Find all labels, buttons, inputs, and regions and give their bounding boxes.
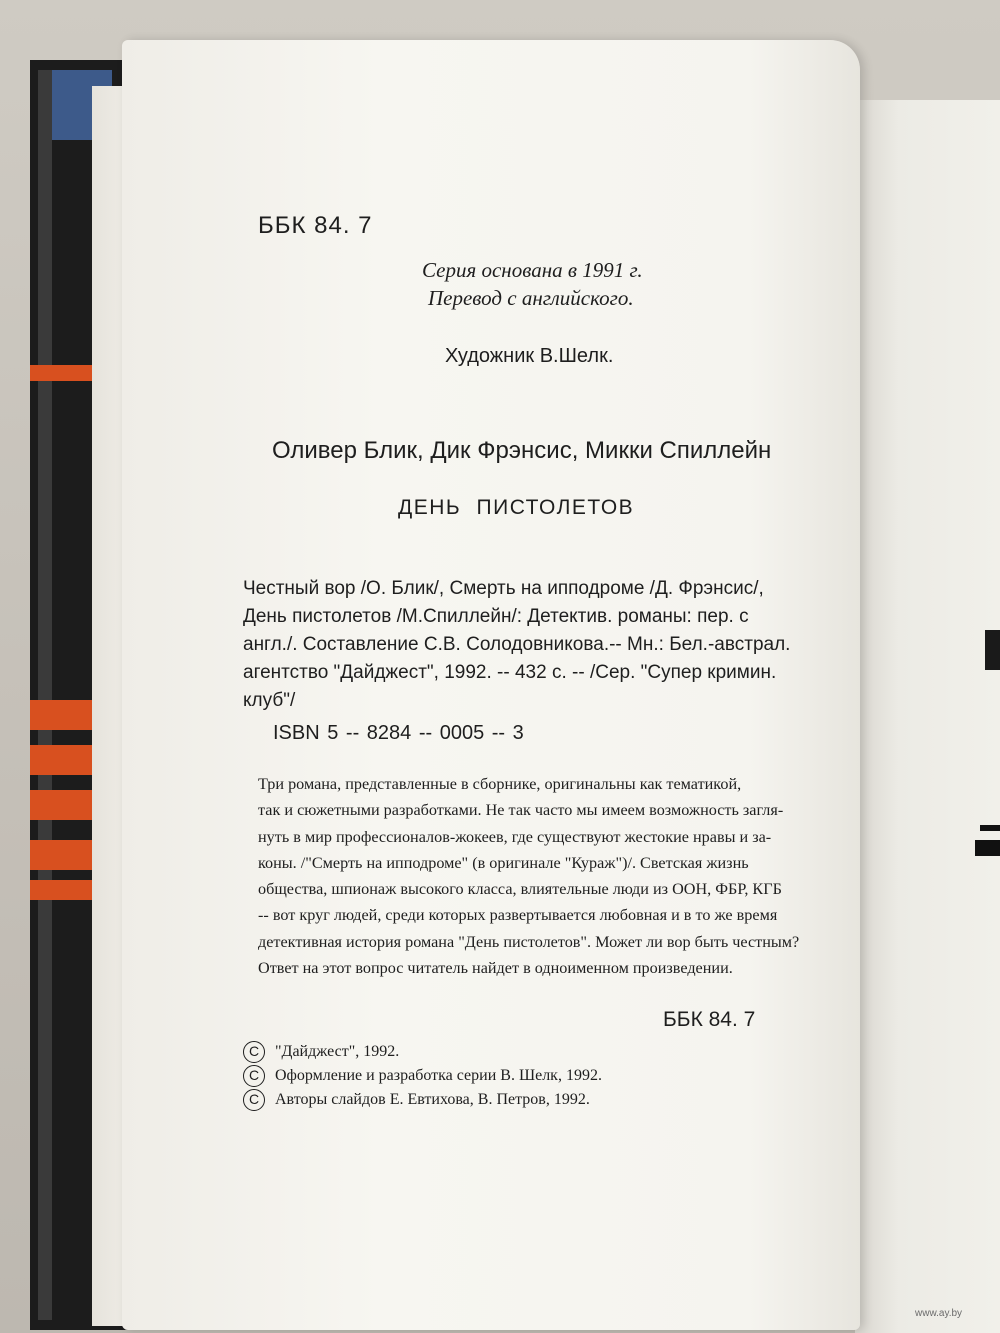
biblio-line: англ./. Составление С.В. Солодовникова.-- Мн.: Бел.-австрал.	[243, 634, 791, 655]
bbk-code-bottom: ББК 84. 7	[663, 1008, 756, 1031]
annotation-line: общества, шпионаж высокого класса, влиятельные люди из ООН, ФБР, КГБ	[258, 880, 782, 899]
annotation-line: детективная история романа "День пистолетов". Может ли вор быть честным?	[258, 932, 800, 951]
biblio-line: клуб"/	[243, 690, 296, 711]
annotation-line: так и сюжетными разработками. Не так часто мы имеем возможность загля-	[258, 801, 784, 820]
watermark: www.ay.by	[915, 1308, 963, 1319]
annotation	[258, 771, 818, 981]
biblio-line: Честный вор /О. Блик/, Смерть на ипподроме /Д. Фрэнсис/,	[243, 578, 764, 599]
bbk-code-top: ББК 84. 7	[258, 212, 373, 239]
facing-page	[855, 100, 1000, 1333]
series-founded: Серия основана в 1991 г.	[422, 258, 643, 282]
copyright-text: "Дайджест", 1992.	[275, 1043, 400, 1060]
cover-orange-stripe	[30, 365, 100, 381]
copyright-text: Авторы слайдов Е. Евтихова, В. Петров, 1992.	[275, 1091, 590, 1108]
artist-credit: Художник В.Шелк.	[445, 345, 614, 367]
cover-orange-stripe	[30, 700, 100, 730]
cover-orange-stripe	[30, 790, 100, 820]
cover-orange-stripe	[30, 880, 100, 900]
biblio-line: День пистолетов /М.Спиллейн/: Детектив. романы: пер. с	[243, 606, 749, 627]
annotation-line: Ответ на этот вопрос читатель найдет в одноименном произведении.	[258, 959, 733, 978]
annotation-line: Три романа, представленные в сборнике, оригинальны как тематикой,	[258, 775, 742, 793]
annotation-line: -- вот круг людей, среди которых развертывается любовная и в то же время	[258, 906, 778, 925]
copyright-icon: C	[243, 1089, 265, 1111]
copyright-text: Оформление и разработка серии В. Шелк, 1992.	[275, 1067, 602, 1084]
copyright-icon: C	[243, 1041, 265, 1063]
book-title: ДЕНЬ ПИСТОЛЕТОВ	[398, 496, 635, 519]
copyright-block	[243, 1040, 602, 1112]
cover-edge	[38, 70, 52, 1320]
translation-note: Перевод с английского.	[428, 286, 634, 310]
copyright-icon: C	[243, 1065, 265, 1087]
biblio-line: агентство "Дайджест", 1992. -- 432 с. -- /Сер. "Супер кримин.	[243, 662, 777, 683]
cover-orange-stripe	[30, 840, 100, 870]
bibliographic-record	[243, 575, 809, 715]
facing-page-mark	[980, 825, 1000, 831]
cover-orange-stripe	[30, 745, 100, 775]
isbn: ISBN 5 -- 8284 -- 0005 -- 3	[273, 722, 524, 744]
annotation-line: коны. /"Смерть на ипподроме" (в оригинале "Кураж")/. Светская жизнь	[258, 853, 749, 872]
copyright-line	[243, 1088, 602, 1112]
copyright-line	[243, 1040, 602, 1064]
annotation-line: нуть в мир профессионалов-жокеев, где существуют жестокие нравы и за-	[258, 827, 772, 846]
authors: Оливер Блик, Дик Фрэнсис, Микки Спиллейн	[272, 437, 772, 464]
facing-page-glyph	[985, 630, 1000, 670]
facing-page-mark	[975, 840, 1000, 856]
copyright-line	[243, 1064, 602, 1088]
